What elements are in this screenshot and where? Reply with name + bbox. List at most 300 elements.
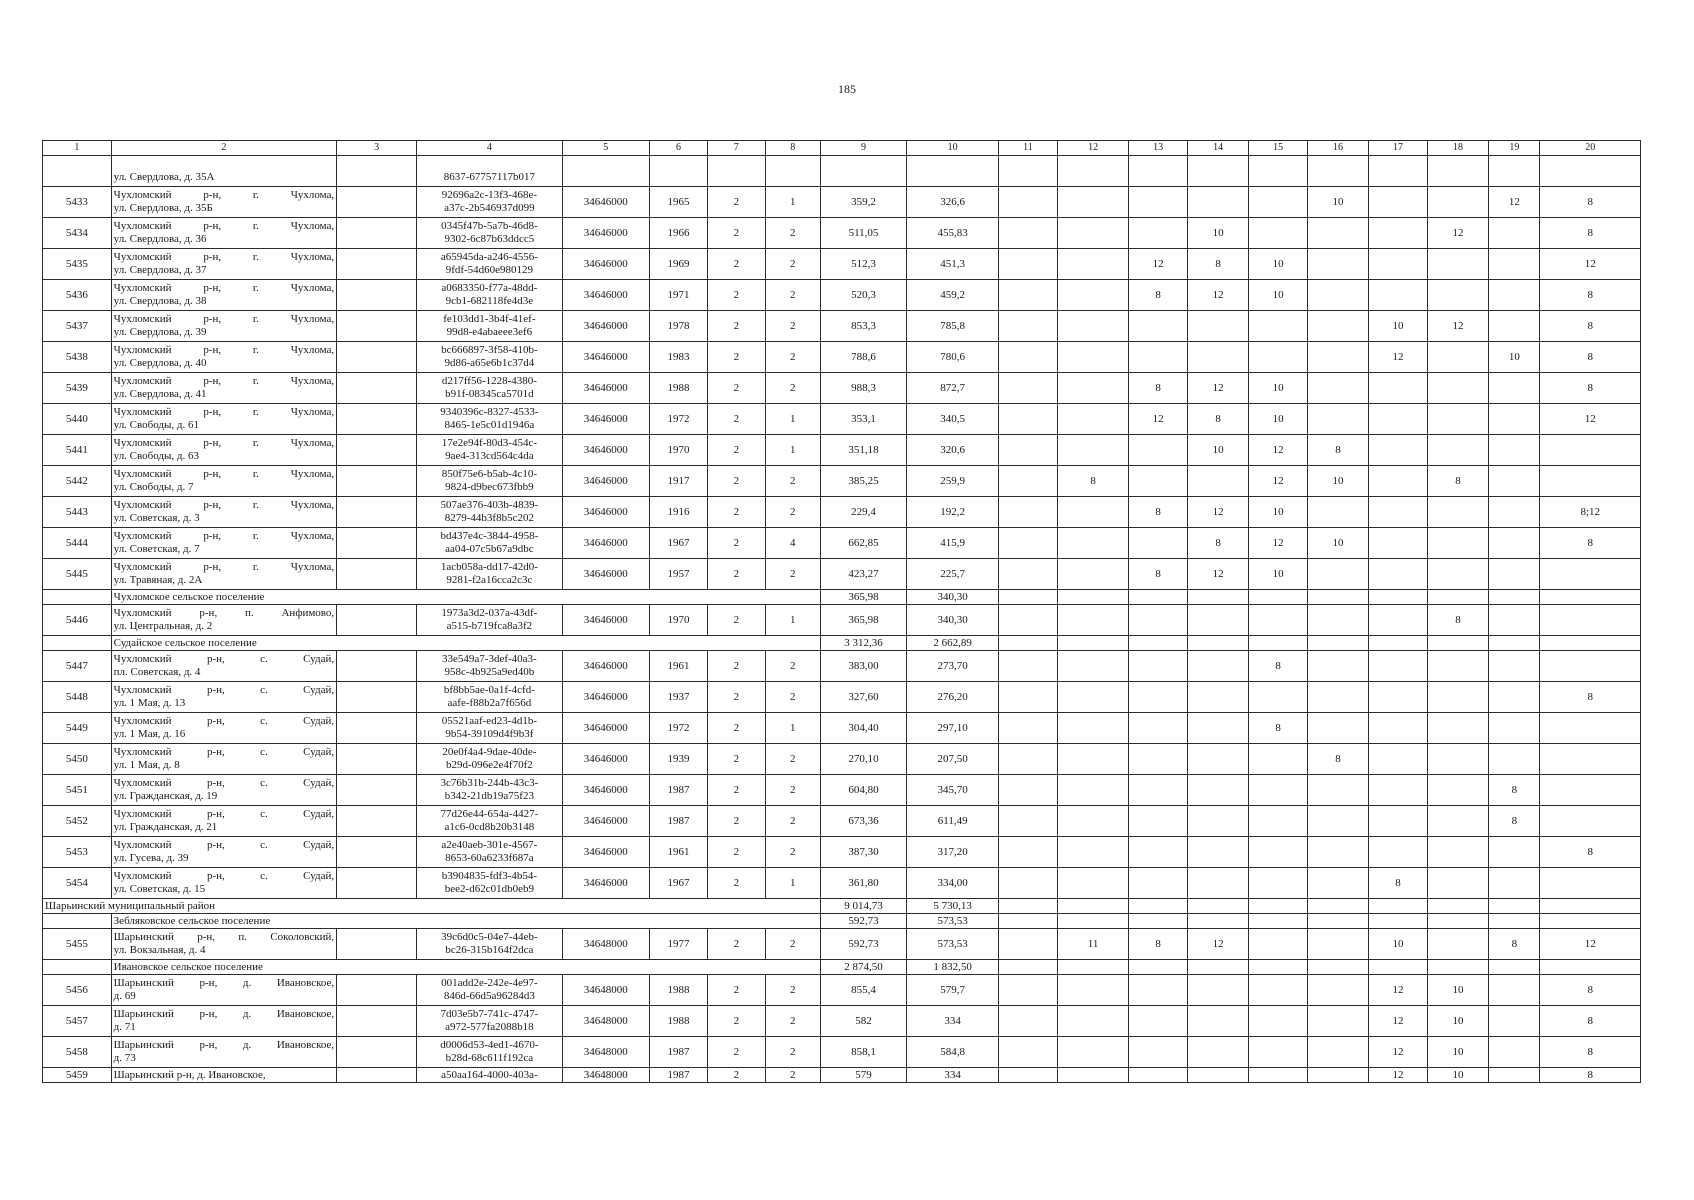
work-code-cell <box>1249 775 1307 806</box>
living-area-cell: 1 832,50 <box>907 960 999 975</box>
guid-line: b29d-096e2e4f70f2 <box>446 759 533 771</box>
guid-line: 05521aaf-ed23-4d1b- <box>441 715 538 727</box>
address-line: ул. 1 Мая, д. 13 <box>113 697 186 709</box>
work-code-cell: 10 <box>1369 311 1427 342</box>
work-code-cell: 8 <box>1427 466 1489 497</box>
empty-cell <box>337 775 417 806</box>
work-code-cell <box>1307 929 1369 960</box>
work-code-cell <box>1489 975 1540 1006</box>
empty-cell <box>1489 914 1540 929</box>
work-code-cell: 8 <box>1540 342 1641 373</box>
total-area-cell: 365,98 <box>820 590 906 605</box>
work-code-cell: 10 <box>1307 187 1369 218</box>
work-code-cell <box>1369 605 1427 636</box>
living-area-cell: 276,20 <box>907 682 999 713</box>
empty-cell <box>337 342 417 373</box>
floors-cell: 2 <box>708 775 765 806</box>
work-code-cell <box>1187 1037 1249 1068</box>
oktmo-cell: 34646000 <box>562 775 649 806</box>
empty-cell <box>1187 899 1249 914</box>
table-row <box>43 342 1641 373</box>
guid-line: d0006d53-4ed1-4670- <box>440 1039 539 1051</box>
work-code-cell <box>1187 651 1249 682</box>
floors-cell: 2 <box>708 929 765 960</box>
work-code-cell <box>999 280 1057 311</box>
work-code-cell <box>1489 311 1540 342</box>
work-code-cell <box>1129 218 1187 249</box>
year-cell: 1988 <box>649 1006 707 1037</box>
oktmo-cell: 34646000 <box>562 651 649 682</box>
work-code-cell <box>1427 775 1489 806</box>
work-code-cell <box>999 682 1057 713</box>
year-cell: 1970 <box>649 435 707 466</box>
floors-cell: 2 <box>708 868 765 899</box>
work-code-cell <box>1187 1068 1249 1083</box>
empty-cell <box>337 1068 417 1083</box>
work-code-cell: 10 <box>1249 404 1307 435</box>
work-code-cell <box>1129 435 1187 466</box>
column-number: 7 <box>708 141 765 156</box>
table-row <box>43 156 1641 187</box>
settlement-label: Ивановское сельское поселение <box>111 960 820 975</box>
work-code-cell <box>1307 311 1369 342</box>
entrances-cell: 2 <box>765 497 820 528</box>
oktmo-cell: 34646000 <box>562 249 649 280</box>
entrances-cell: 1 <box>765 868 820 899</box>
empty-cell <box>1427 899 1489 914</box>
work-code-cell <box>1540 651 1641 682</box>
living-area-cell: 579,7 <box>907 975 999 1006</box>
work-code-cell <box>1249 1006 1307 1037</box>
work-code-cell <box>1540 775 1641 806</box>
work-code-cell <box>1307 156 1369 187</box>
oktmo-cell: 34646000 <box>562 373 649 404</box>
work-code-cell <box>1129 744 1187 775</box>
guid-cell <box>417 682 563 713</box>
guid-line: a1c6-0cd8b20b3148 <box>444 821 535 833</box>
guid-cell <box>417 868 563 899</box>
year-cell: 1961 <box>649 651 707 682</box>
work-code-cell: 8 <box>1427 605 1489 636</box>
work-code-cell <box>1307 1006 1369 1037</box>
empty-cell <box>1249 914 1307 929</box>
address-cell <box>111 775 337 806</box>
address-cell <box>111 187 337 218</box>
work-code-cell: 8 <box>1129 497 1187 528</box>
guid-line: b342-21db19a75f23 <box>444 790 534 802</box>
work-code-cell <box>1057 497 1129 528</box>
address-cell <box>111 1068 337 1083</box>
address-cell <box>111 682 337 713</box>
living-area-cell: 785,8 <box>907 311 999 342</box>
address-line: Чухломский р-н, с. Судай, <box>113 839 335 851</box>
work-code-cell <box>1249 1068 1307 1083</box>
work-code-cell <box>999 559 1057 590</box>
guid-cell <box>417 806 563 837</box>
guid-cell <box>417 1068 563 1083</box>
row-number: 5455 <box>43 929 112 960</box>
empty-cell <box>43 590 112 605</box>
address-line: Чухломский р-н, г. Чухлома, <box>113 313 335 325</box>
empty-cell <box>43 914 112 929</box>
entrances-cell: 1 <box>765 435 820 466</box>
living-area-cell: 345,70 <box>907 775 999 806</box>
work-code-cell: 12 <box>1249 435 1307 466</box>
work-code-cell <box>1489 156 1540 187</box>
column-number: 13 <box>1129 141 1187 156</box>
work-code-cell: 10 <box>1187 435 1249 466</box>
guid-line: 507ae376-403b-4839- <box>440 499 539 511</box>
oktmo-cell <box>562 156 649 187</box>
work-code-cell <box>1369 682 1427 713</box>
guid-line: 1973a3d2-037a-43df- <box>441 607 538 619</box>
work-code-cell <box>1427 528 1489 559</box>
guid-line: 9cb1-682118fe4d3e <box>445 295 534 307</box>
table-row <box>43 929 1641 960</box>
table-row <box>43 311 1641 342</box>
table-row <box>43 373 1641 404</box>
work-code-cell <box>1057 280 1129 311</box>
guid-line: 9281-f2a16cca2c3c <box>446 574 533 586</box>
total-area-cell: 383,00 <box>820 651 906 682</box>
empty-cell <box>1249 899 1307 914</box>
work-code-cell <box>1187 744 1249 775</box>
guid-line: 9824-d9bec673fbb9 <box>445 481 534 493</box>
row-number: 5457 <box>43 1006 112 1037</box>
column-number: 20 <box>1540 141 1641 156</box>
work-code-cell <box>1427 280 1489 311</box>
work-code-cell <box>999 929 1057 960</box>
living-area-cell: 259,9 <box>907 466 999 497</box>
table-row <box>43 435 1641 466</box>
living-area-cell: 780,6 <box>907 342 999 373</box>
table-row <box>43 497 1641 528</box>
work-code-cell <box>1187 806 1249 837</box>
work-code-cell <box>1249 868 1307 899</box>
guid-line: 0345f47b-5a7b-46d8- <box>441 220 538 232</box>
guid-cell <box>417 929 563 960</box>
work-code-cell <box>1540 559 1641 590</box>
guid-line: bc666897-3f58-410b- <box>441 344 538 356</box>
work-code-cell <box>1249 975 1307 1006</box>
settlement-row <box>43 636 1641 651</box>
oktmo-cell: 34648000 <box>562 975 649 1006</box>
work-code-cell: 10 <box>1427 1068 1489 1083</box>
work-code-cell <box>1489 249 1540 280</box>
address-cell <box>111 559 337 590</box>
column-number: 16 <box>1307 141 1369 156</box>
work-code-cell: 8 <box>1540 218 1641 249</box>
row-number: 5448 <box>43 682 112 713</box>
empty-cell <box>1369 636 1427 651</box>
empty-cell <box>1540 914 1641 929</box>
column-number: 14 <box>1187 141 1249 156</box>
address-line: Шарьинский р-н, д. Ивановское, <box>113 1008 335 1020</box>
floors-cell: 2 <box>708 713 765 744</box>
living-area-cell: 459,2 <box>907 280 999 311</box>
work-code-cell <box>1427 342 1489 373</box>
empty-cell <box>1249 960 1307 975</box>
floors-cell: 2 <box>708 497 765 528</box>
living-area-cell: 273,70 <box>907 651 999 682</box>
address-line: ул. Свердлова, д. 41 <box>113 388 207 400</box>
year-cell: 1970 <box>649 605 707 636</box>
work-code-cell <box>1489 373 1540 404</box>
work-code-cell <box>999 466 1057 497</box>
work-code-cell <box>1187 342 1249 373</box>
work-code-cell: 10 <box>1307 466 1369 497</box>
living-area-cell: 225,7 <box>907 559 999 590</box>
floors-cell: 2 <box>708 311 765 342</box>
empty-cell <box>1307 960 1369 975</box>
entrances-cell: 1 <box>765 713 820 744</box>
work-code-cell: 8 <box>1129 373 1187 404</box>
address-cell <box>111 466 337 497</box>
empty-cell <box>1057 914 1129 929</box>
work-code-cell <box>1129 775 1187 806</box>
work-code-cell <box>1540 713 1641 744</box>
floors-cell: 2 <box>708 1068 765 1083</box>
empty-cell <box>337 1006 417 1037</box>
work-code-cell: 8 <box>1187 528 1249 559</box>
living-area-cell: 451,3 <box>907 249 999 280</box>
work-code-cell <box>1307 249 1369 280</box>
column-number-row <box>43 141 1641 156</box>
work-code-cell <box>1307 775 1369 806</box>
work-code-cell <box>999 868 1057 899</box>
address-cell <box>111 605 337 636</box>
work-code-cell <box>1307 559 1369 590</box>
work-code-cell <box>999 744 1057 775</box>
work-code-cell: 12 <box>1540 404 1641 435</box>
total-area-cell: 365,98 <box>820 605 906 636</box>
work-code-cell <box>1307 497 1369 528</box>
guid-line: fe103dd1-3b4f-41ef- <box>443 313 536 325</box>
guid-cell <box>417 187 563 218</box>
work-code-cell <box>1540 868 1641 899</box>
work-code-cell <box>999 249 1057 280</box>
work-code-cell <box>1489 605 1540 636</box>
work-code-cell <box>1427 868 1489 899</box>
address-line: ул. Советская, д. 7 <box>113 543 200 555</box>
work-code-cell <box>1489 218 1540 249</box>
floors-cell: 2 <box>708 280 765 311</box>
oktmo-cell: 34646000 <box>562 806 649 837</box>
work-code-cell <box>1489 559 1540 590</box>
living-area-cell: 611,49 <box>907 806 999 837</box>
year-cell: 1971 <box>649 280 707 311</box>
work-code-cell: 10 <box>1249 280 1307 311</box>
empty-cell <box>1427 914 1489 929</box>
work-code-cell <box>1129 651 1187 682</box>
living-area-cell: 584,8 <box>907 1037 999 1068</box>
empty-cell <box>1057 899 1129 914</box>
column-number: 8 <box>765 141 820 156</box>
empty-cell <box>337 156 417 187</box>
table-row <box>43 528 1641 559</box>
work-code-cell: 8 <box>1540 682 1641 713</box>
year-cell: 1937 <box>649 682 707 713</box>
address-cell <box>111 713 337 744</box>
living-area-cell: 340,30 <box>907 605 999 636</box>
guid-cell <box>417 373 563 404</box>
year-cell: 1988 <box>649 975 707 1006</box>
oktmo-cell: 34646000 <box>562 435 649 466</box>
floors-cell: 2 <box>708 373 765 404</box>
address-cell <box>111 1037 337 1068</box>
work-code-cell <box>1129 682 1187 713</box>
work-code-cell <box>1369 435 1427 466</box>
work-code-cell <box>1369 775 1427 806</box>
table-row <box>43 249 1641 280</box>
address-line: Чухломский р-н, г. Чухлома, <box>113 499 335 511</box>
address-line: ул. Гражданская, д. 19 <box>113 790 218 802</box>
address-line: Чухломский р-н, с. Судай, <box>113 746 335 758</box>
oktmo-cell: 34646000 <box>562 744 649 775</box>
empty-cell <box>337 868 417 899</box>
guid-cell <box>417 837 563 868</box>
work-code-cell <box>1369 559 1427 590</box>
work-code-cell <box>1187 605 1249 636</box>
work-code-cell <box>1307 404 1369 435</box>
work-code-cell <box>1369 837 1427 868</box>
empty-cell <box>1489 590 1540 605</box>
district-label: Шарьинский муниципальный район <box>43 899 821 914</box>
work-code-cell <box>1057 651 1129 682</box>
work-code-cell <box>1489 713 1540 744</box>
address-line: Чухломский р-н, с. Судай, <box>113 870 335 882</box>
address-cell <box>111 342 337 373</box>
total-area-cell: 855,4 <box>820 975 906 1006</box>
work-code-cell: 10 <box>1249 497 1307 528</box>
address-line: ул. Вокзальная, д. 4 <box>113 944 206 956</box>
row-number: 5433 <box>43 187 112 218</box>
work-code-cell <box>999 156 1057 187</box>
oktmo-cell: 34646000 <box>562 497 649 528</box>
guid-cell <box>417 975 563 1006</box>
work-code-cell: 8 <box>1369 868 1427 899</box>
total-area-cell: 582 <box>820 1006 906 1037</box>
column-number: 2 <box>111 141 337 156</box>
empty-cell <box>999 960 1057 975</box>
work-code-cell: 12 <box>1187 559 1249 590</box>
entrances-cell: 2 <box>765 744 820 775</box>
guid-line: 9b54-39109d4f9b3f <box>445 728 534 740</box>
address-line: д. 69 <box>113 990 136 1002</box>
work-code-cell <box>1427 404 1489 435</box>
living-area-cell: 573,53 <box>907 914 999 929</box>
work-code-cell <box>999 373 1057 404</box>
work-code-cell <box>1187 466 1249 497</box>
work-code-cell <box>1187 187 1249 218</box>
total-area-cell: 604,80 <box>820 775 906 806</box>
column-number: 5 <box>562 141 649 156</box>
guid-line: bd437e4c-3844-4958- <box>440 530 539 542</box>
work-code-cell <box>1307 1037 1369 1068</box>
address-cell <box>111 373 337 404</box>
work-code-cell: 12 <box>1369 1037 1427 1068</box>
row-number: 5436 <box>43 280 112 311</box>
empty-cell <box>1369 960 1427 975</box>
work-code-cell <box>1369 187 1427 218</box>
work-code-cell: 8 <box>1540 528 1641 559</box>
row-number: 5435 <box>43 249 112 280</box>
work-code-cell <box>1369 744 1427 775</box>
guid-line: 39c6d0c5-04e7-44eb- <box>441 931 538 943</box>
work-code-cell: 8 <box>1489 929 1540 960</box>
oktmo-cell: 34646000 <box>562 559 649 590</box>
address-line: ул. Свердлова, д. 39 <box>113 326 207 338</box>
work-code-cell <box>1489 837 1540 868</box>
entrances-cell: 2 <box>765 218 820 249</box>
entrances-cell: 2 <box>765 1037 820 1068</box>
address-line: пл. Советская, д. 4 <box>113 666 201 678</box>
guid-line: b91f-08345ca5701d <box>445 388 534 400</box>
address-cell <box>111 868 337 899</box>
floors-cell: 2 <box>708 744 765 775</box>
table-row <box>43 837 1641 868</box>
year-cell: 1978 <box>649 311 707 342</box>
work-code-cell <box>1057 868 1129 899</box>
total-area-cell: 359,2 <box>820 187 906 218</box>
guid-cell <box>417 1006 563 1037</box>
row-number: 5434 <box>43 218 112 249</box>
empty-cell <box>337 466 417 497</box>
address-line: Чухломский р-н, г. Чухлома, <box>113 220 335 232</box>
floors-cell: 2 <box>708 249 765 280</box>
year-cell <box>649 156 707 187</box>
work-code-cell: 8 <box>1187 404 1249 435</box>
empty-cell <box>1489 960 1540 975</box>
work-code-cell <box>1427 682 1489 713</box>
work-code-cell <box>1489 435 1540 466</box>
table-row <box>43 1037 1641 1068</box>
settlement-row <box>43 914 1641 929</box>
oktmo-cell: 34646000 <box>562 605 649 636</box>
total-area-cell: 304,40 <box>820 713 906 744</box>
row-number: 5445 <box>43 559 112 590</box>
guid-line: 33e549a7-3def-40a3- <box>442 653 537 665</box>
guid-line: bc26-315b164f2dca <box>445 944 534 956</box>
work-code-cell: 12 <box>1369 975 1427 1006</box>
total-area-cell: 673,36 <box>820 806 906 837</box>
work-code-cell <box>1057 528 1129 559</box>
address-line: Шарьинский р-н, д. Ивановское, <box>113 977 335 989</box>
address-line: Чухломский р-н, г. Чухлома, <box>113 344 335 356</box>
living-area-cell: 334 <box>907 1006 999 1037</box>
work-code-cell <box>1307 373 1369 404</box>
work-code-cell <box>1249 187 1307 218</box>
guid-cell <box>417 775 563 806</box>
floors-cell: 2 <box>708 466 765 497</box>
empty-cell <box>337 280 417 311</box>
work-code-cell: 8 <box>1540 1006 1641 1037</box>
guid-line: bf8bb5ae-0a1f-4cfd- <box>443 684 535 696</box>
work-code-cell: 8 <box>1249 713 1307 744</box>
oktmo-cell: 34646000 <box>562 187 649 218</box>
entrances-cell <box>765 156 820 187</box>
address-cell <box>111 975 337 1006</box>
address-line: ул. Гусева, д. 39 <box>113 852 189 864</box>
row-number: 5439 <box>43 373 112 404</box>
work-code-cell <box>1489 1006 1540 1037</box>
guid-line: aa04-07c5b67a9dbc <box>445 543 534 555</box>
work-code-cell <box>1249 218 1307 249</box>
work-code-cell: 12 <box>1369 342 1427 373</box>
row-number: 5459 <box>43 1068 112 1083</box>
oktmo-cell: 34646000 <box>562 311 649 342</box>
row-number: 5442 <box>43 466 112 497</box>
